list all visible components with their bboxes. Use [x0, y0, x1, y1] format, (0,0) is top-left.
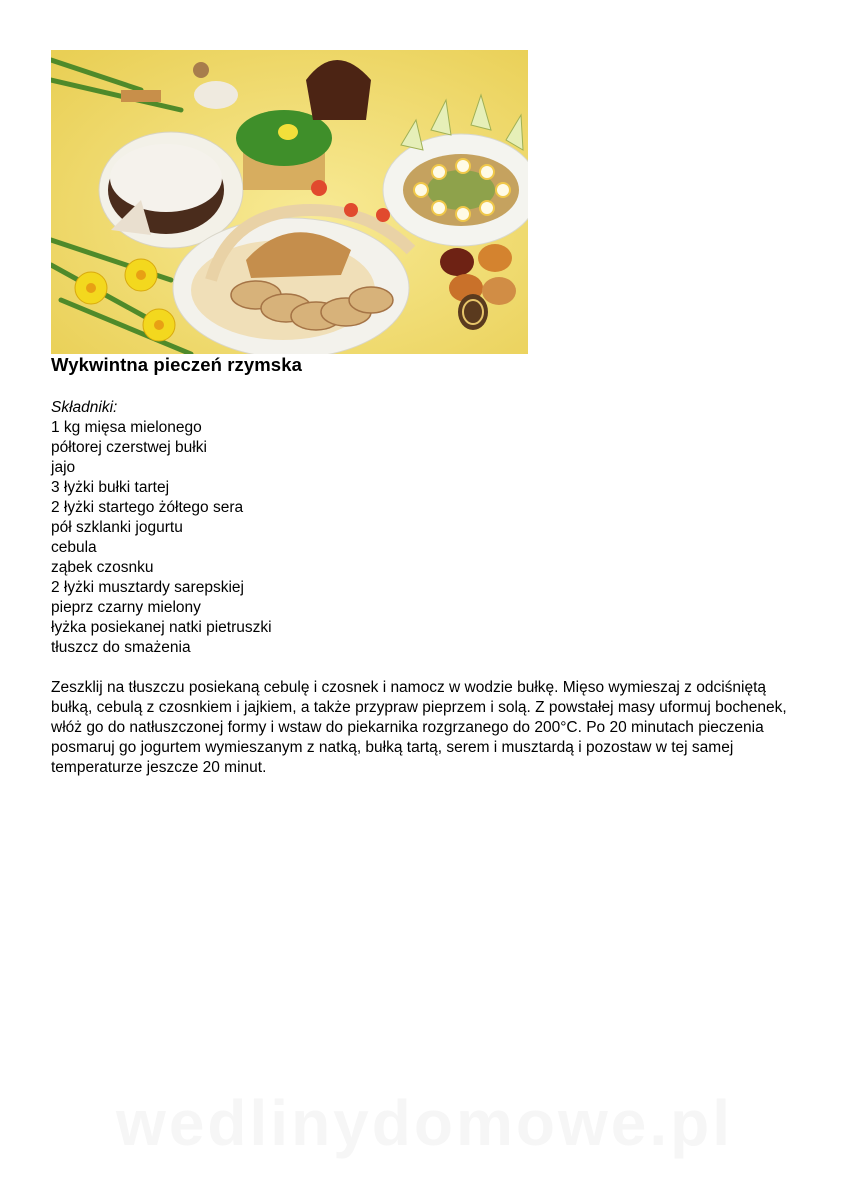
ingredient-item: 2 łyżki musztardy sarepskiej	[51, 579, 244, 596]
recipe-title: Wykwintna pieczeń rzymska	[51, 354, 302, 375]
ingredient-item: łyżka posiekanej natki pietruszki	[51, 619, 272, 636]
ingredient-item: ząbek czosnku	[51, 559, 154, 576]
easter-table-illustration	[51, 50, 528, 354]
ingredient-item: pół szklanki jogurtu	[51, 519, 183, 536]
ingredient-item: półtorej czerstwej bułki	[51, 439, 207, 456]
ingredient-item: tłuszcz do smażenia	[51, 639, 191, 656]
ingredient-item: pieprz czarny mielony	[51, 599, 201, 616]
ingredients-section	[51, 398, 272, 658]
ingredient-item: cebula	[51, 539, 97, 556]
ingredients-label: Składniki:	[51, 399, 118, 416]
ingredient-item: 2 łyżki startego żółtego sera	[51, 499, 244, 516]
ingredient-item: jajo	[51, 459, 76, 476]
ingredients-list	[51, 418, 272, 658]
ingredient-item: 1 kg mięsa mielonego	[51, 419, 202, 436]
site-watermark: wedlinydomowe.pl	[116, 1087, 733, 1159]
ingredient-item: 3 łyżki bułki tartej	[51, 479, 170, 496]
recipe-photo	[51, 50, 528, 354]
recipe-instructions: Zeszklij na tłuszczu posiekaną cebulę i czosnek i namocz w wodzie bułkę. Mięso wymieszaj z odciśniętą bułką, cebulą z czosnkiem i jajkiem, a także przypraw pieprzem i solą. Z powstałej masy uformuj bochenek, włóż go do natłuszczonej formy i wstaw do piekarnika rozgrzanego do 200°C. Po 20 minutach pieczenia posmaruj go jogurtem wymieszanym z natką, bułką tartą, serem i musztardą i pozostaw w tej samej temperaturze jeszcze 20 minut.	[51, 679, 787, 776]
